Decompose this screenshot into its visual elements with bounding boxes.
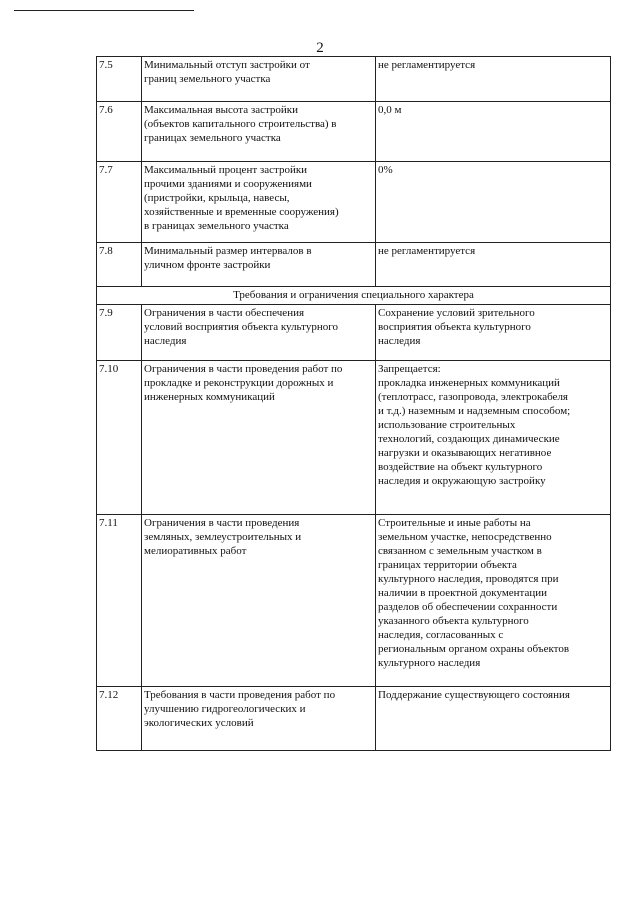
row-number: 7.10 bbox=[97, 361, 142, 515]
row-value: Поддержание существующего состояния bbox=[376, 687, 611, 751]
row-label: Минимальный размер интервалов в уличном фронте застройки bbox=[142, 243, 376, 287]
row-label: Минимальный отступ застройки от границ земельного участка bbox=[142, 57, 376, 102]
section-header: Требования и ограничения специального характера bbox=[97, 287, 611, 305]
row-number: 7.9 bbox=[97, 305, 142, 361]
row-number: 7.5 bbox=[97, 57, 142, 102]
requirements-table bbox=[96, 56, 611, 751]
row-value: Сохранение условий зрительного восприятия объекта культурного наследия bbox=[376, 305, 611, 361]
row-value: Запрещается: прокладка инженерных коммуникаций (теплотрасс, газопровода, электрокабеля и т.д.) наземным и надземным способом; использование строительных технологий, создающих динамические нагрузки и оказывающих негативное воздействие на объект культурного наследия и окружающую застройку bbox=[376, 361, 611, 515]
table-row bbox=[97, 243, 611, 287]
row-label: Максимальный процент застройки прочими зданиями и сооружениями (пристройки, крыльца, навесы, хозяйственные и временные сооружения) в границах земельного участка bbox=[142, 162, 376, 243]
table-row bbox=[97, 162, 611, 243]
table-row bbox=[97, 305, 611, 361]
row-label: Ограничения в части проведения работ по прокладке и реконструкции дорожных и инженерных коммуникаций bbox=[142, 361, 376, 515]
row-label: Ограничения в части проведения земляных, землеустроительных и мелиоративных работ bbox=[142, 515, 376, 687]
row-label: Максимальная высота застройки (объектов капитального строительства) в границах земельного участка bbox=[142, 102, 376, 162]
table-row bbox=[97, 687, 611, 751]
row-value: Строительные и иные работы на земельном участке, непосредственно связанном с земельным участком в границах территории объекта культурного наследия, проводятся при наличии в проектной документации разделов об обеспечении сохранности указанного объекта культурного наследия, согласованных с региональным органом охраны объектов культурного наследия bbox=[376, 515, 611, 687]
row-number: 7.6 bbox=[97, 102, 142, 162]
table-row bbox=[97, 102, 611, 162]
header-rule bbox=[14, 10, 194, 11]
row-label: Требования в части проведения работ по улучшению гидрогеологических и экологических условий bbox=[142, 687, 376, 751]
page-number: 2 bbox=[316, 40, 324, 56]
row-value: не регламентируется bbox=[376, 57, 611, 102]
row-number: 7.8 bbox=[97, 243, 142, 287]
row-number: 7.11 bbox=[97, 515, 142, 687]
row-value: 0% bbox=[376, 162, 611, 243]
row-number: 7.7 bbox=[97, 162, 142, 243]
table-row bbox=[97, 57, 611, 102]
table-row bbox=[97, 361, 611, 515]
row-value: 0,0 м bbox=[376, 102, 611, 162]
row-label: Ограничения в части обеспечения условий восприятия объекта культурного наследия bbox=[142, 305, 376, 361]
row-value: не регламентируется bbox=[376, 243, 611, 287]
section-header-row bbox=[97, 287, 611, 305]
row-number: 7.12 bbox=[97, 687, 142, 751]
table-row bbox=[97, 515, 611, 687]
